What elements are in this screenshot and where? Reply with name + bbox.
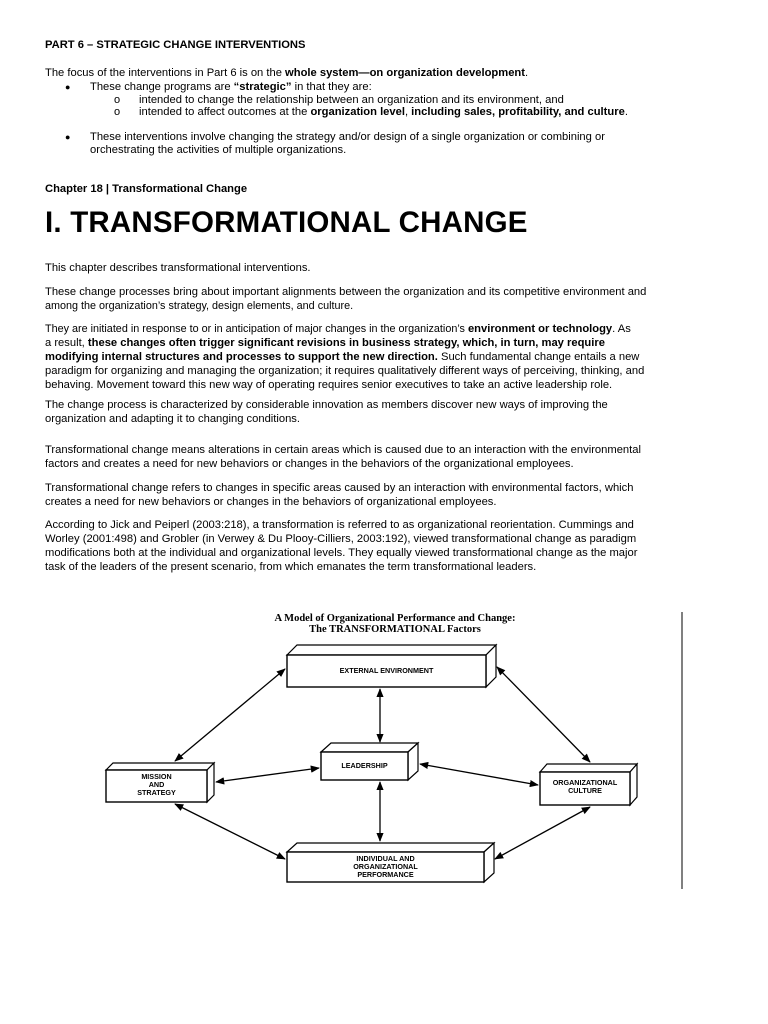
arrow-mission-external (175, 669, 285, 761)
sub-bullet-marker: o (114, 106, 121, 118)
paragraph-alignments: These change processes bring about important alignments between the organization and its competitive environment and among the organization’s strategy, design elements, and culture. (45, 286, 647, 312)
paragraph-specific-areas: Transformational change refers to changes in specific areas caused by an interaction with environmental factors, which creates a need for new behaviors or changes in the behaviors of organizational employees. (45, 482, 634, 508)
arrow-performance-culture (495, 807, 590, 859)
paragraph-references: According to Jick and Peiperl (2003:218), a transformation is referred to as organizational reorientation. Cummings and Worley (2001:498) and Grobler (in Verwey & Du Plooy-Cilliers, 2003:192), viewed transformational change as paradigm modifications both at the individual and organizational levels. They equally viewed transformational change as the major task of the leaders of the present scenario, from which emanates the term transformational leaders. (45, 519, 638, 573)
paragraph-intro: This chapter describes transformational interventions. (45, 262, 311, 274)
paragraph-initiated: They are initiated in response to or in anticipation of major changes in the organization’s environment or technology. As a result, these changes often trigger significant revisions in business strategy, which, in turn, may require modifying internal structures and processes to support the new direction. Such fundamental change entails a new paradigm for organizing and managing the organization; it requires qualitatively different ways of perceiving, thinking, and behaving. Movement toward this new way of operating requires senior executives to take an active leadership role. (45, 323, 645, 391)
paragraph-innovation: The change process is characterized by considerable innovation as members discover new ways of improving the organization and adapting it to changing conditions. (45, 399, 608, 425)
leadership-label: LEADERSHIP (341, 761, 388, 770)
figure-caption-title: A Model of Organizational Performance and Change: (274, 613, 516, 624)
bullet-marker: ● (65, 82, 71, 92)
figure-caption-subtitle: The TRANSFORMATIONAL Factors (309, 624, 481, 635)
intro-paragraph: The focus of the interventions in Part 6 is on the whole system—on organization development. (45, 67, 529, 79)
arrow-external-culture (497, 667, 590, 762)
external-environment-label: EXTERNAL ENVIRONMENT (339, 666, 434, 675)
transformational-model-figure (100, 607, 690, 892)
chapter-label: Chapter 18 | Transformational Change (45, 183, 248, 195)
part-heading: PART 6 – STRATEGIC CHANGE INTERVENTIONS (45, 39, 306, 51)
arrow-leadership-culture (420, 764, 538, 785)
mission-strategy-label: MISSION AND STRATEGY (137, 772, 176, 797)
arrow-mission-leadership (216, 768, 319, 782)
performance-label: INDIVIDUAL AND ORGANIZATIONAL PERFORMANCE (353, 854, 418, 879)
paragraph-alterations: Transformational change means alterations in certain areas which is caused due to an interaction with the environmental factors and creates a need for new behaviors or changes in the behaviors of the organizational employees. (45, 444, 641, 470)
model-diagram (100, 607, 690, 892)
bullet-marker: ● (65, 132, 71, 142)
sub-bullet-marker: o (114, 94, 121, 106)
organizational-culture-label: ORGANIZATIONAL CULTURE (552, 778, 618, 795)
page-title: I. TRANSFORMATIONAL CHANGE (45, 206, 528, 239)
arrow-mission-performance (175, 804, 285, 859)
